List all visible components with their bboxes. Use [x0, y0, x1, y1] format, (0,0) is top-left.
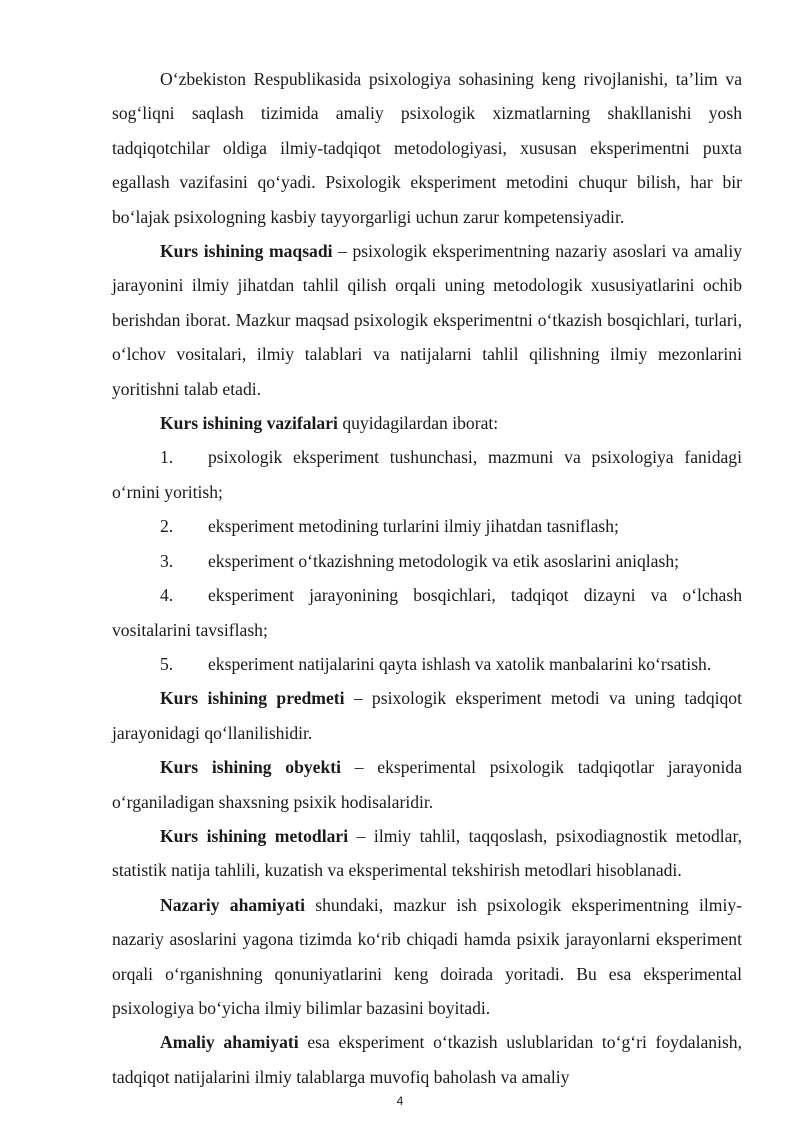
practice-label: Amaliy ahamiyati — [160, 1032, 299, 1053]
theory-paragraph — [112, 888, 742, 1026]
object-label: Kurs ishining obyekti — [160, 757, 342, 778]
subject-paragraph — [112, 681, 742, 750]
list-item-number: 5. — [160, 653, 174, 674]
tasks-paragraph — [112, 406, 742, 440]
list-item — [112, 509, 742, 543]
list-item — [112, 440, 742, 509]
list-item-text: eksperiment natijalarini qayta ishlash va xatolik manbalarini ko‘rsatish. — [208, 653, 712, 674]
theory-label: Nazariy ahamiyati — [160, 894, 306, 915]
practice-text: esa eksperiment o‘tkazish uslublaridan to‘g‘ri foydalanish, tadqiqot natijalarini ilmiy talablarga muvofiq baholash va amaliy — [112, 1032, 742, 1087]
methods-text: – ilmiy tahlil, taqqoslash, psixodiagnostik metodlar, statistik natija tahlili, kuzatish va eksperimental tekshirish metodlari hisoblanadi. — [112, 825, 742, 881]
goal-label: Kurs ishining maqsadi — [160, 241, 333, 262]
list-item-number: 3. — [160, 550, 174, 571]
list-item — [112, 647, 742, 681]
subject-label: Kurs ishining predmeti — [160, 688, 345, 709]
list-item — [112, 544, 742, 578]
goal-text: – psixologik eksperimentning nazariy asoslari va amaliy jarayonini ilmiy jihatdan tahlil qilish orqali uning metodologik xususiyatlarini ochib berishdan iborat. Mazkur maqsad psixologik eksperimentni o‘tkazish bosqichlari, turlari, o‘lchov vositalari, ilmiy talablari va natijalarni tahlil qilishning ilmiy mezonlarini yoritishni talab etadi. — [112, 241, 743, 399]
tasks-text: quyidagilardan iborat: — [337, 413, 499, 434]
tasks-label: Kurs ishining vazifalari — [160, 413, 338, 434]
practice-paragraph — [112, 1025, 742, 1094]
intro-paragraph: O‘zbekiston Respublikasida psixologiya sohasining keng rivojlanishi, ta’lim va sog‘liqni saqlash tizimida amaliy psixologik xizmatlarning shakllanishi yosh tadqiqotchilar oldiga ilmiy-tadqiqot metodologiyasi, xususan eksperimentni puxta egallash vazifasini qo‘yadi. Psixologik eksperiment metodini chuqur bilish, har bir bo‘lajak psixologning kasbiy tayyorgarligi uchun zarur kompetensiyadir. — [112, 69, 742, 227]
list-item-number: 4. — [160, 585, 174, 606]
list-item-text: psixologik eksperiment tushunchasi, mazmuni va psixologiya fanidagi o‘rnini yoritish; — [112, 447, 742, 502]
goal-paragraph — [112, 234, 742, 406]
list-item-text: eksperiment jarayonining bosqichlari, tadqiqot dizayni va o‘lchash vositalarini tavsiflash; — [112, 585, 742, 640]
object-paragraph — [112, 750, 742, 819]
list-item-number: 1. — [160, 447, 174, 468]
methods-label: Kurs ishining metodlari — [160, 825, 349, 846]
list-item-text: eksperiment metodining turlarini ilmiy jihatdan tasniflash; — [208, 516, 619, 537]
object-text: – eksperimental psixologik tadqiqotlar jarayonida o‘rganiladigan shaxsning psixik hodisalaridir. — [112, 757, 742, 812]
document-page — [112, 62, 742, 1094]
list-item-number: 2. — [160, 516, 174, 537]
page-number: 4 — [396, 1094, 404, 1108]
list-item-text: eksperiment o‘tkazishning metodologik va etik asoslarini aniqlash; — [208, 550, 680, 571]
theory-text: shundaki, mazkur ish psixologik eksperimentning ilmiy-nazariy asoslarini yagona tizimda ko‘rib chiqadi hamda psixik jarayonlarni eksperiment orqali o‘rganishning qonuniyatlarini keng doirada yoritadi. Bu esa eksperimental psixologiya bo‘yicha ilmiy bilimlar bazasini boyitadi. — [112, 894, 742, 1018]
list-item — [112, 578, 742, 647]
subject-text: – psixologik eksperiment metodi va uning tadqiqot jarayonidagi qo‘llanilishidir. — [112, 688, 742, 743]
methods-paragraph — [112, 819, 742, 888]
